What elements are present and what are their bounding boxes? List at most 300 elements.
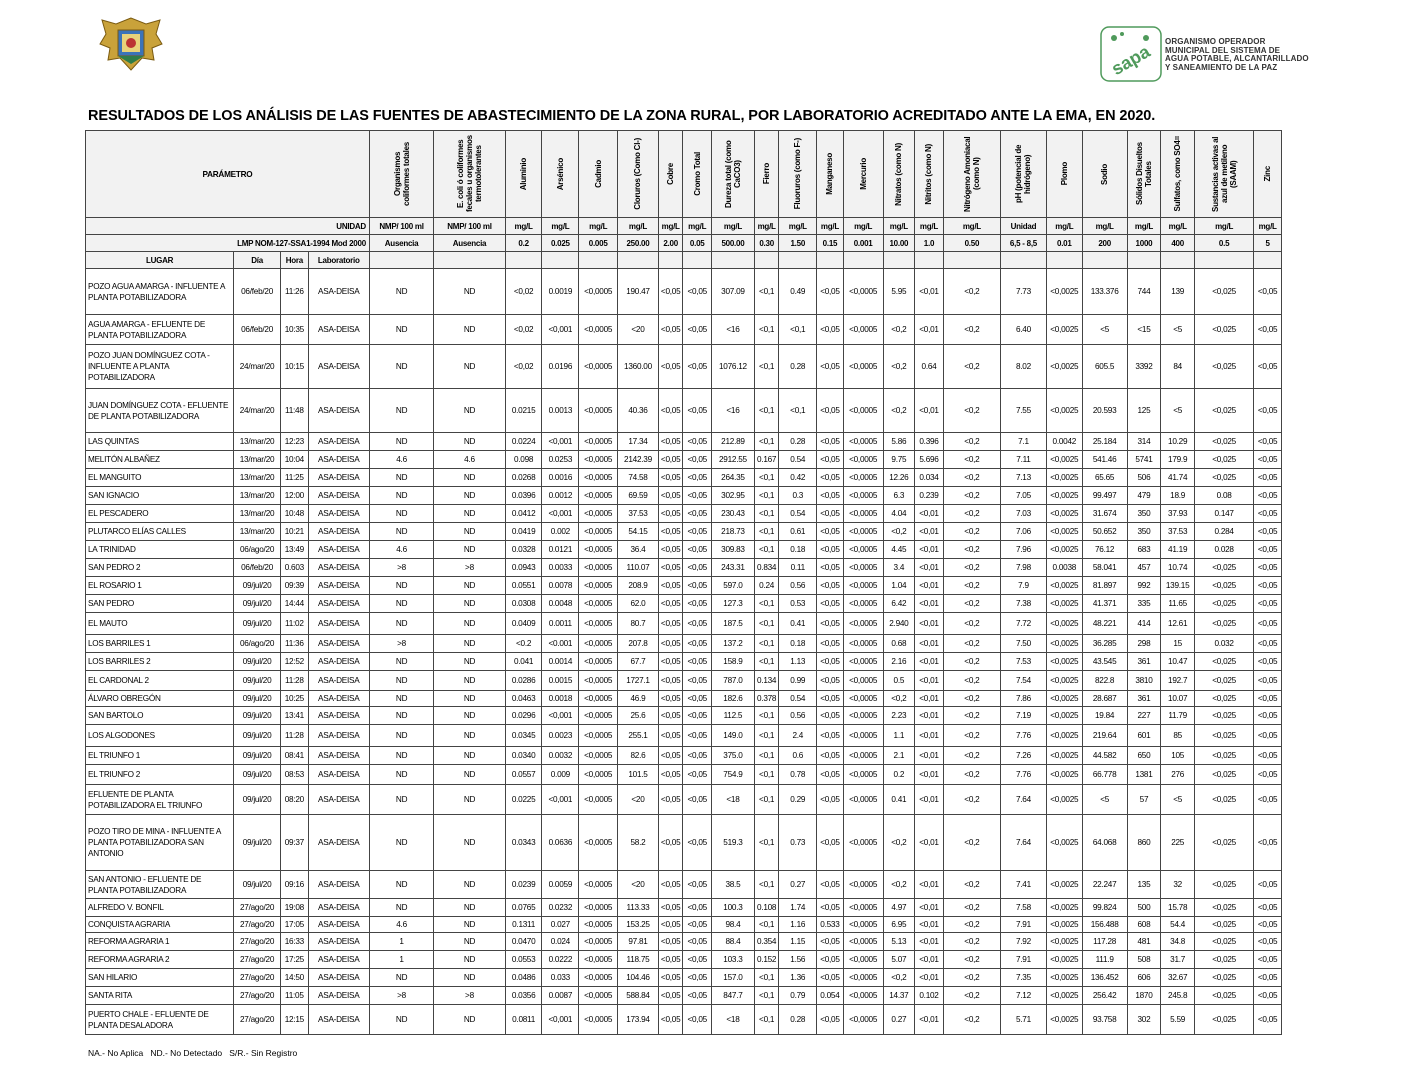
- cell-value: <0,1: [754, 765, 779, 785]
- cell-value: <0,0005: [579, 765, 618, 785]
- table-row: [86, 577, 1282, 595]
- cell-value: <0,05: [817, 785, 844, 815]
- cell-value: 41.371: [1082, 595, 1127, 613]
- cell-value: <0,025: [1195, 559, 1254, 577]
- cell-value: 298: [1127, 635, 1161, 653]
- cell-value: <0,05: [1254, 917, 1282, 933]
- cell-value: 97.81: [618, 933, 659, 951]
- cell-value: 0.028: [1195, 541, 1254, 559]
- cell-value: <0,05: [658, 747, 683, 765]
- cell-value: 0.054: [817, 987, 844, 1005]
- cell-value: 992: [1127, 577, 1161, 595]
- col-header-empty: [1195, 252, 1254, 269]
- cell-value: 519.3: [711, 815, 754, 871]
- cell-place: POZO JUAN DOMÍNGUEZ COTA - INFLUENTE A PLANTA POTABILIZADORA: [86, 345, 234, 389]
- cell-value: 744: [1127, 269, 1161, 315]
- param-header-label: Plomo: [1059, 162, 1069, 186]
- cell-value: 7.53: [1000, 653, 1046, 671]
- cell-day: 13/mar/20: [234, 451, 281, 469]
- cell-value: ND: [434, 951, 505, 969]
- cell-time: 16:33: [281, 933, 309, 951]
- table-row: [86, 871, 1282, 899]
- cell-value: 1.15: [779, 933, 817, 951]
- cell-value: <0,2: [943, 899, 1000, 917]
- cell-value: 74.58: [618, 469, 659, 487]
- cell-value: <0,05: [683, 1005, 712, 1035]
- cell-value: 1: [369, 951, 433, 969]
- cell-value: 350: [1127, 505, 1161, 523]
- cell-value: 7.03: [1000, 505, 1046, 523]
- cell-value: ND: [434, 969, 505, 987]
- cell-value: <20: [618, 315, 659, 345]
- param-header-label: Nitritos (como N): [924, 143, 934, 205]
- cell-place: EL MANGUITO: [86, 469, 234, 487]
- cell-value: 192.7: [1161, 671, 1195, 691]
- cell-value: 219.64: [1082, 725, 1127, 747]
- cell-value: 787.0: [711, 671, 754, 691]
- param-header-label: Fierro: [762, 163, 772, 185]
- cell-value: 81.897: [1082, 577, 1127, 595]
- cell-time: 11:28: [281, 671, 309, 691]
- cell-value: <0,0005: [579, 577, 618, 595]
- cell-lab: ASA-DEISA: [308, 635, 369, 653]
- param-header-label: Sulfatos, como SO4=: [1173, 136, 1183, 212]
- org-line-2: MUNICIPAL DEL SISTEMA DE: [1165, 45, 1281, 55]
- cell-place: EL TRIUNFO 2: [86, 765, 234, 785]
- cell-day: 24/mar/20: [234, 389, 281, 433]
- cell-value: <0,05: [658, 577, 683, 595]
- cell-lab: ASA-DEISA: [308, 451, 369, 469]
- cell-value: <0,05: [658, 315, 683, 345]
- table-row: [86, 613, 1282, 635]
- cell-value: <0,0005: [843, 469, 883, 487]
- col-header-empty: [542, 252, 579, 269]
- cell-value: 4.6: [369, 541, 433, 559]
- cell-value: <0,01: [915, 969, 944, 987]
- cell-value: 149.0: [711, 725, 754, 747]
- cell-value: <0,0005: [843, 451, 883, 469]
- cell-value: 7.9: [1000, 577, 1046, 595]
- cell-value: 7.13: [1000, 469, 1046, 487]
- cell-value: 136.452: [1082, 969, 1127, 987]
- cell-value: 0.0268: [505, 469, 542, 487]
- cell-value: 0.032: [1195, 635, 1254, 653]
- cell-value: <0,05: [817, 433, 844, 451]
- cell-value: <0,05: [1254, 969, 1282, 987]
- col-header-empty: [843, 252, 883, 269]
- cell-value: 0.0343: [505, 815, 542, 871]
- cell-value: ND: [434, 487, 505, 505]
- cell-value: <0,05: [658, 969, 683, 987]
- cell-day: 09/jul/20: [234, 871, 281, 899]
- cell-value: <0,05: [658, 785, 683, 815]
- cell-value: 4.6: [369, 917, 433, 933]
- cell-place: ÁLVARO OBREGÓN: [86, 691, 234, 707]
- cell-value: <0,05: [658, 653, 683, 671]
- cell-value: <0,05: [658, 635, 683, 653]
- col-header-place: LUGAR: [86, 252, 234, 269]
- column-header-row: [86, 252, 1282, 269]
- cell-value: 860: [1127, 815, 1161, 871]
- cell-value: <0,025: [1195, 815, 1254, 871]
- cell-value: <0,2: [943, 451, 1000, 469]
- cell-day: 27/ago/20: [234, 899, 281, 917]
- cell-value: 4.04: [883, 505, 915, 523]
- cell-value: <0,05: [683, 613, 712, 635]
- cell-value: <0,05: [1254, 815, 1282, 871]
- cell-value: 0.0328: [505, 541, 542, 559]
- cell-value: ND: [434, 613, 505, 635]
- cell-value: <0,2: [943, 765, 1000, 785]
- cell-value: 5.59: [1161, 1005, 1195, 1035]
- cell-value: <0,05: [683, 559, 712, 577]
- table-row: [86, 725, 1282, 747]
- cell-value: 256.42: [1082, 987, 1127, 1005]
- cell-value: <0,01: [915, 505, 944, 523]
- cell-place: EL CARDONAL 2: [86, 671, 234, 691]
- cell-value: 0.41: [779, 613, 817, 635]
- cell-time: 10:48: [281, 505, 309, 523]
- cell-value: <0,05: [1254, 433, 1282, 451]
- cell-value: ND: [369, 469, 433, 487]
- cell-value: ND: [369, 487, 433, 505]
- cell-value: <0,2: [943, 969, 1000, 987]
- cell-value: <0,0005: [579, 613, 618, 635]
- cell-value: 32: [1161, 871, 1195, 899]
- cell-value: <0,05: [658, 987, 683, 1005]
- cell-place: POZO TIRO DE MINA - INFLUENTE A PLANTA POTABILIZADORA SAN ANTONIO: [86, 815, 234, 871]
- cell-time: 10:21: [281, 523, 309, 541]
- table-row: [86, 315, 1282, 345]
- cell-value: <0,05: [658, 451, 683, 469]
- cell-value: <0,0005: [843, 653, 883, 671]
- cell-value: <0,025: [1195, 595, 1254, 613]
- cell-value: 105: [1161, 747, 1195, 765]
- col-header-empty: [943, 252, 1000, 269]
- cell-value: <0,025: [1195, 765, 1254, 785]
- cell-value: <0,0005: [843, 523, 883, 541]
- lmp-cell: 0.15: [817, 235, 844, 252]
- cell-value: <0,05: [1254, 951, 1282, 969]
- cell-place: AGUA AMARGA - EFLUENTE DE PLANTA POTABILIZADORA: [86, 315, 234, 345]
- cell-value: 10.29: [1161, 433, 1195, 451]
- cell-value: ND: [434, 899, 505, 917]
- cell-value: 15: [1161, 635, 1195, 653]
- cell-value: ND: [369, 899, 433, 917]
- cell-lab: ASA-DEISA: [308, 505, 369, 523]
- cell-value: <0,0005: [579, 559, 618, 577]
- cell-value: 276: [1161, 765, 1195, 785]
- cell-value: ND: [369, 613, 433, 635]
- cell-value: 0.0286: [505, 671, 542, 691]
- cell-place: SAN PEDRO: [86, 595, 234, 613]
- cell-value: <0,01: [915, 871, 944, 899]
- cell-value: <0,1: [754, 541, 779, 559]
- cell-value: <0,0005: [579, 595, 618, 613]
- cell-lab: ASA-DEISA: [308, 899, 369, 917]
- cell-value: <0,1: [754, 725, 779, 747]
- col-header-lab: Laboratorio: [308, 252, 369, 269]
- cell-value: <0,05: [658, 433, 683, 451]
- cell-value: 37.93: [1161, 505, 1195, 523]
- cell-value: <0,2: [883, 969, 915, 987]
- cell-value: ND: [369, 691, 433, 707]
- lmp-cell: 1.50: [779, 235, 817, 252]
- param-header: [915, 131, 944, 218]
- param-header-label: pH (potencial de hidrógeno): [1014, 144, 1033, 204]
- cell-value: ND: [434, 577, 505, 595]
- cell-value: <0,2: [943, 815, 1000, 871]
- lmp-cell: 0.2: [505, 235, 542, 252]
- cell-value: 0.0409: [505, 613, 542, 635]
- cell-time: 14:44: [281, 595, 309, 613]
- cell-value: <0,05: [1254, 315, 1282, 345]
- cell-value: ND: [369, 725, 433, 747]
- cell-value: <0,0005: [579, 747, 618, 765]
- cell-value: <0,05: [817, 595, 844, 613]
- cell-value: <0,05: [1254, 765, 1282, 785]
- cell-value: 2912.55: [711, 451, 754, 469]
- cell-time: 09:16: [281, 871, 309, 899]
- table-row: [86, 595, 1282, 613]
- cell-value: 1.13: [779, 653, 817, 671]
- cell-value: <0,05: [817, 635, 844, 653]
- cell-value: <0,2: [943, 613, 1000, 635]
- cell-value: <0,0005: [579, 451, 618, 469]
- cell-value: <0,01: [915, 725, 944, 747]
- unit-cell: mg/L: [1127, 218, 1161, 235]
- cell-value: ND: [369, 523, 433, 541]
- param-header-label: Cromo Total: [692, 152, 702, 196]
- cell-value: <0,05: [683, 933, 712, 951]
- cell-value: <15: [1127, 315, 1161, 345]
- cell-value: <0,05: [1254, 747, 1282, 765]
- col-header-empty: [915, 252, 944, 269]
- cell-value: 43.545: [1082, 653, 1127, 671]
- cell-value: 84: [1161, 345, 1195, 389]
- lmp-cell: 0.5: [1195, 235, 1254, 252]
- cell-value: <0,0005: [843, 969, 883, 987]
- cell-value: 0.0016: [542, 469, 579, 487]
- cell-value: <0,2: [943, 577, 1000, 595]
- cell-value: 0.11: [779, 559, 817, 577]
- cell-value: ND: [434, 917, 505, 933]
- cell-value: 37.53: [618, 505, 659, 523]
- cell-value: <5: [1082, 315, 1127, 345]
- cell-value: <0,025: [1195, 577, 1254, 595]
- cell-value: <0,0005: [579, 487, 618, 505]
- cell-place: PUERTO CHALE - EFLUENTE DE PLANTA DESALADORA: [86, 1005, 234, 1035]
- org-line-1: ORGANISMO OPERADOR: [1165, 37, 1266, 46]
- cell-value: <0,05: [683, 269, 712, 315]
- cell-value: <0,2: [943, 917, 1000, 933]
- cell-value: <0,1: [754, 707, 779, 725]
- cell-value: 1.36: [779, 969, 817, 987]
- cell-value: 608: [1127, 917, 1161, 933]
- cell-value: <0,1: [754, 987, 779, 1005]
- cell-value: <0,0005: [579, 969, 618, 987]
- cell-value: <0,05: [658, 899, 683, 917]
- cell-value: 606: [1127, 969, 1161, 987]
- cell-value: ND: [369, 707, 433, 725]
- cell-value: 7.38: [1000, 595, 1046, 613]
- cell-time: 09:37: [281, 815, 309, 871]
- cell-value: 0.0765: [505, 899, 542, 917]
- cell-value: <0,01: [915, 933, 944, 951]
- cell-value: <0,0005: [579, 523, 618, 541]
- cell-value: <0,2: [943, 671, 1000, 691]
- cell-value: <0,05: [658, 917, 683, 933]
- col-header-empty: [683, 252, 712, 269]
- cell-value: <0,0025: [1046, 635, 1082, 653]
- cell-value: <0,05: [683, 595, 712, 613]
- param-header-label: Zinc: [1263, 166, 1273, 182]
- cell-time: 12:15: [281, 1005, 309, 1035]
- cell-value: <0,01: [915, 523, 944, 541]
- cell-value: 0.0340: [505, 747, 542, 765]
- cell-value: <0,025: [1195, 691, 1254, 707]
- param-header: [883, 131, 915, 218]
- cell-value: <0,01: [915, 691, 944, 707]
- cell-value: <0,0025: [1046, 345, 1082, 389]
- cell-value: 7.55: [1000, 389, 1046, 433]
- cell-value: 457: [1127, 559, 1161, 577]
- cell-value: 135: [1127, 871, 1161, 899]
- cell-value: 7.73: [1000, 269, 1046, 315]
- cell-value: <0,05: [683, 871, 712, 899]
- cell-value: <0,05: [817, 815, 844, 871]
- cell-value: <0,001: [542, 1005, 579, 1035]
- cell-value: 479: [1127, 487, 1161, 505]
- cell-value: 0.0121: [542, 541, 579, 559]
- cell-value: <0,05: [817, 315, 844, 345]
- cell-value: 0.6: [779, 747, 817, 765]
- cell-value: <0,2: [943, 1005, 1000, 1035]
- cell-value: ND: [369, 765, 433, 785]
- cell-value: <0,01: [915, 315, 944, 345]
- cell-value: ND: [434, 433, 505, 451]
- cell-value: 822.8: [1082, 671, 1127, 691]
- cell-value: 0.396: [915, 433, 944, 451]
- cell-value: <0,0005: [843, 785, 883, 815]
- cell-value: <0,0005: [843, 635, 883, 653]
- table-row: [86, 765, 1282, 785]
- unit-label: UNIDAD: [86, 218, 370, 235]
- cell-value: 0.0023: [542, 725, 579, 747]
- col-header-empty: [369, 252, 433, 269]
- footnote: NA.- No Aplica ND.- No Detectado S/R.- Sin Registro: [88, 1048, 298, 1058]
- cell-value: <0,05: [683, 747, 712, 765]
- param-header-label: Nitratos (como N): [894, 142, 904, 206]
- cell-day: 13/mar/20: [234, 505, 281, 523]
- cell-value: <0,025: [1195, 671, 1254, 691]
- cell-value: <0,025: [1195, 725, 1254, 747]
- unit-cell: mg/L: [779, 218, 817, 235]
- cell-value: ND: [434, 725, 505, 747]
- cell-value: 54.15: [618, 523, 659, 541]
- cell-value: 153.25: [618, 917, 659, 933]
- cell-day: 09/jul/20: [234, 815, 281, 871]
- cell-lab: ASA-DEISA: [308, 785, 369, 815]
- param-header-label: Sodio: [1100, 163, 1110, 185]
- cell-value: <0,0005: [843, 269, 883, 315]
- param-header-label: Organismos coliformes totales: [392, 142, 411, 206]
- cell-value: 0.1311: [505, 917, 542, 933]
- cell-value: 0.18: [779, 541, 817, 559]
- cell-value: 1.16: [779, 917, 817, 933]
- cell-value: <0,05: [1254, 785, 1282, 815]
- lmp-cell: 0.30: [754, 235, 779, 252]
- cell-time: 12:00: [281, 487, 309, 505]
- cell-place: MELITÓN ALBAÑEZ: [86, 451, 234, 469]
- cell-value: 0.0463: [505, 691, 542, 707]
- cell-value: 0.64: [915, 345, 944, 389]
- cell-value: <0,1: [754, 315, 779, 345]
- cell-value: 350: [1127, 523, 1161, 541]
- cell-value: 0.0224: [505, 433, 542, 451]
- cell-place: SAN ANTONIO - EFLUENTE DE PLANTA POTABILIZADORA: [86, 871, 234, 899]
- cell-value: <0,0025: [1046, 595, 1082, 613]
- cell-value: 110.07: [618, 559, 659, 577]
- cell-value: <0,0025: [1046, 951, 1082, 969]
- cell-value: <0,05: [683, 691, 712, 707]
- cell-value: 0.0015: [542, 671, 579, 691]
- table-row: [86, 987, 1282, 1005]
- cell-value: 0.024: [542, 933, 579, 951]
- cell-place: REFORMA AGRARIA 1: [86, 933, 234, 951]
- cell-value: <0,05: [817, 559, 844, 577]
- cell-value: <0,05: [683, 725, 712, 747]
- cell-value: 0.99: [779, 671, 817, 691]
- cell-lab: ASA-DEISA: [308, 469, 369, 487]
- cell-time: 11:05: [281, 987, 309, 1005]
- parameter-header-row: [86, 131, 1282, 218]
- col-header-empty: [579, 252, 618, 269]
- cell-value: 0.0412: [505, 505, 542, 523]
- table-row: [86, 933, 1282, 951]
- cell-value: 0.0553: [505, 951, 542, 969]
- cell-value: <0,05: [658, 691, 683, 707]
- param-header: [1000, 131, 1046, 218]
- cell-value: 0.0222: [542, 951, 579, 969]
- cell-value: 58.2: [618, 815, 659, 871]
- cell-value: 9.75: [883, 451, 915, 469]
- cell-day: 27/ago/20: [234, 933, 281, 951]
- cell-value: 54.4: [1161, 917, 1195, 933]
- cell-value: 139.15: [1161, 577, 1195, 595]
- cell-lab: ASA-DEISA: [308, 269, 369, 315]
- cell-value: <0,2: [943, 691, 1000, 707]
- cell-value: <0,0005: [579, 815, 618, 871]
- cell-value: 207.8: [618, 635, 659, 653]
- cell-value: 7.26: [1000, 747, 1046, 765]
- cell-value: 7.92: [1000, 933, 1046, 951]
- cell-value: <0,05: [817, 671, 844, 691]
- cell-value: 414: [1127, 613, 1161, 635]
- cell-lab: ASA-DEISA: [308, 671, 369, 691]
- cell-time: 17:05: [281, 917, 309, 933]
- cell-value: 1: [369, 933, 433, 951]
- cell-value: 12.26: [883, 469, 915, 487]
- cell-time: 0.603: [281, 559, 309, 577]
- cell-value: <0,0005: [579, 1005, 618, 1035]
- cell-value: <0,01: [915, 917, 944, 933]
- param-header-label: Manganeso: [825, 153, 835, 195]
- cell-value: <0,0005: [843, 917, 883, 933]
- cell-value: <0,05: [817, 951, 844, 969]
- cell-value: 4.45: [883, 541, 915, 559]
- cell-value: 0.0059: [542, 871, 579, 899]
